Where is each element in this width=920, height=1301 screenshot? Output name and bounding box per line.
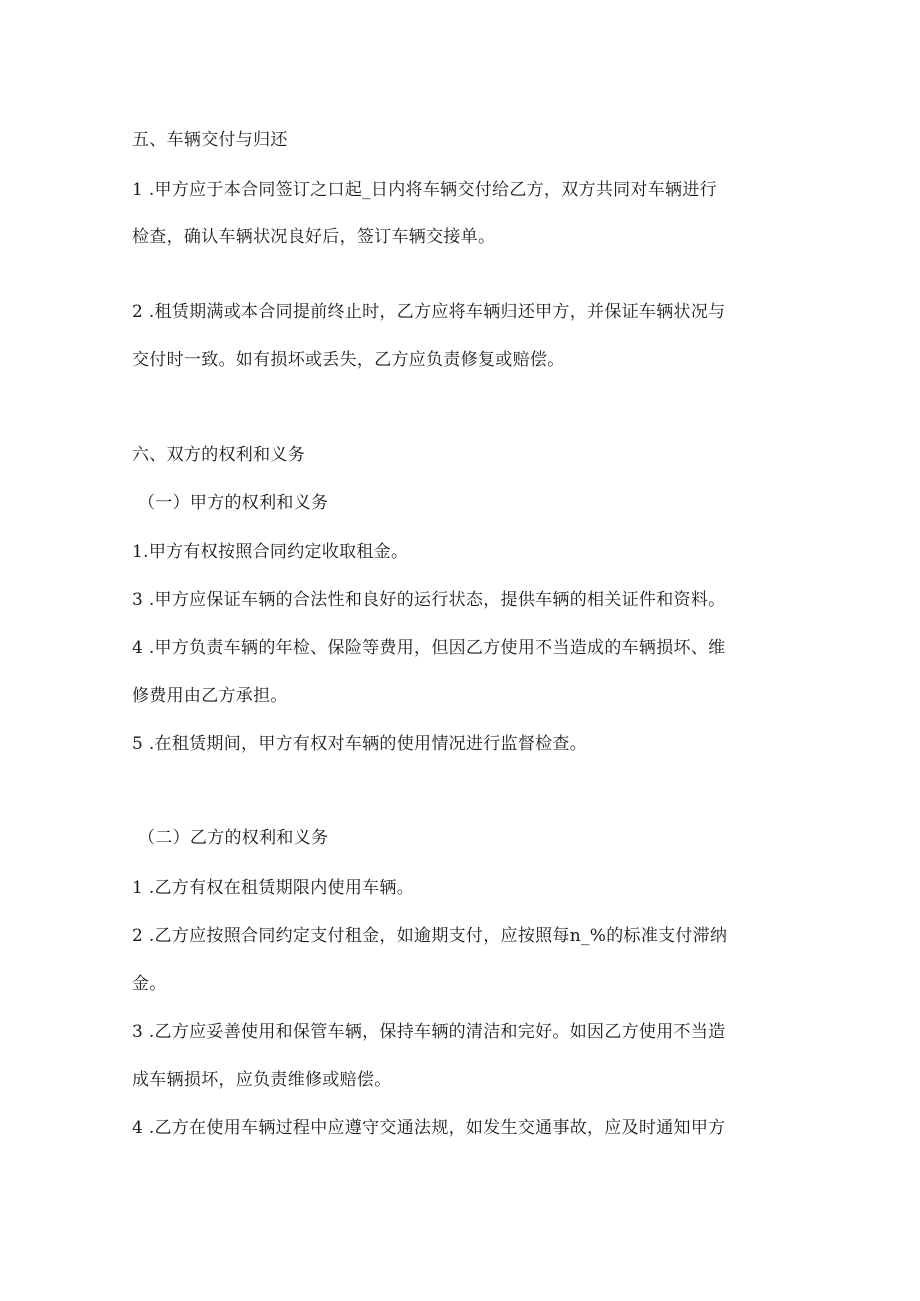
section-6-part-b-item-4-line-1: 4 .乙方在使用车辆过程中应遵守交通法规，如发生交通事故，应及时通知甲方 — [132, 1118, 726, 1138]
section-6-part-b-item-2-line-2: 金。 — [132, 974, 167, 994]
section-6-part-a-item-1: 1.甲方有权按照合同约定收取租金。 — [132, 542, 409, 562]
section-6-part-a-heading: （一）甲方的权利和义务 — [138, 493, 329, 513]
section-5-item-2-line-2: 交付时一致。如有损坏或丢失，乙方应负责修复或赔偿。 — [132, 350, 565, 370]
section-6-part-b-item-3-line-1: 3 .乙方应妥善使用和保管车辆，保持车辆的清洁和完好。如因乙方使用不当造 — [132, 1022, 726, 1042]
section-5-heading: 五、车辆交付与归还 — [132, 130, 288, 150]
section-6-part-a-item-3: 3 .甲方应保证车辆的合法性和良好的运行状态，提供车辆的相关证件和资料。 — [132, 590, 726, 610]
section-6-part-b-heading: （二）乙方的权利和义务 — [138, 828, 329, 848]
section-6-part-b-item-2-line-1: 2 .乙方应按照合同约定支付租金，如逾期支付，应按照每n_%的标准支付滞纳 — [132, 926, 728, 946]
section-6-heading: 六、双方的权利和义务 — [132, 445, 305, 465]
section-6-part-a-item-4-line-1: 4 .甲方负责车辆的年检、保险等费用，但因乙方使用不当造成的车辆损坏、维 — [132, 638, 726, 658]
section-5-item-1-line-1: 1 .甲方应于本合同签订之口起_日内将车辆交付给乙方，双方共同对车辆进行 — [132, 180, 717, 200]
section-6-part-b-item-3-line-2: 成车辆损坏，应负责维修或赔偿。 — [132, 1070, 392, 1090]
section-5-item-1-line-2: 检查，确认车辆状况良好后，签订车辆交接单。 — [132, 227, 496, 247]
section-6-part-b-item-1: 1 .乙方有权在租赁期限内使用车辆。 — [132, 878, 415, 898]
section-6-part-a-item-5: 5 .在租赁期间，甲方有权对车辆的使用情况进行监督检查。 — [132, 734, 588, 754]
section-6-part-a-item-4-line-2: 修费用由乙方承担。 — [132, 686, 288, 706]
section-5-item-2-line-1: 2 .租赁期满或本合同提前终止时，乙方应将车辆归还甲方，并保证车辆状况与 — [132, 302, 726, 322]
